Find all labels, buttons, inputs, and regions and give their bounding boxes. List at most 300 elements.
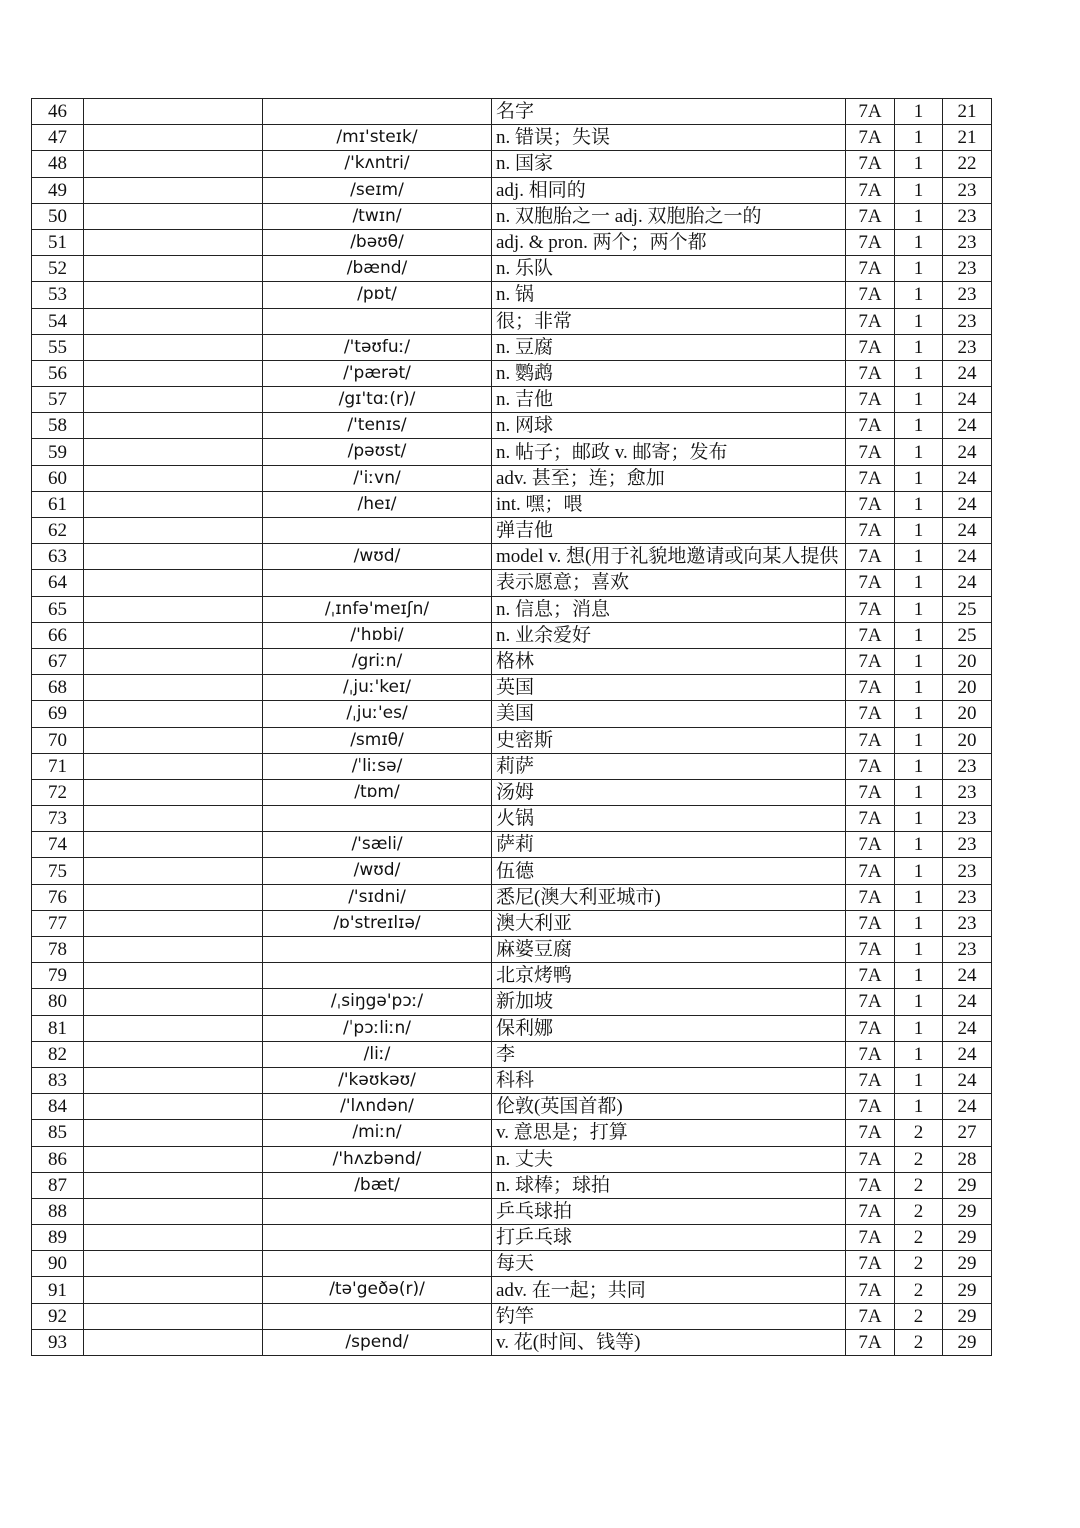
phonetic-cell: /'lʌndən/ [263,1094,492,1120]
table-row [32,1329,992,1355]
book-cell: 7A [846,701,895,727]
book-cell: 7A [846,1198,895,1224]
unit-cell: 2 [895,1277,943,1303]
meaning-cell: 很；非常 [492,308,846,334]
meaning-cell: n. 鹦鹉 [492,360,846,386]
unit-cell: 1 [895,518,943,544]
table-row [32,282,992,308]
book-cell: 7A [846,1015,895,1041]
page-cell: 24 [943,1094,992,1120]
row-number: 65 [32,596,84,622]
book-cell: 7A [846,753,895,779]
table-row [32,491,992,517]
word-cell [84,308,263,334]
unit-cell: 1 [895,832,943,858]
phonetic-cell: /'tenɪs/ [263,413,492,439]
meaning-cell: 打乒乓球 [492,1225,846,1251]
row-number: 46 [32,99,84,125]
book-cell: 7A [846,1120,895,1146]
meaning-cell: 麻婆豆腐 [492,937,846,963]
book-cell: 7A [846,1094,895,1120]
meaning-cell: 名字 [492,99,846,125]
book-cell: 7A [846,256,895,282]
phonetic-cell: /wʊd/ [263,858,492,884]
unit-cell: 2 [895,1146,943,1172]
table-row [32,125,992,151]
page-cell: 23 [943,858,992,884]
word-cell [84,937,263,963]
unit-cell: 1 [895,806,943,832]
row-number: 93 [32,1329,84,1355]
row-number: 88 [32,1198,84,1224]
page-cell: 24 [943,1067,992,1093]
word-cell [84,177,263,203]
table-row [32,334,992,360]
phonetic-cell: /tə'geðə(r)/ [263,1277,492,1303]
phonetic-cell: /pɒt/ [263,282,492,308]
phonetic-cell: /bəʊθ/ [263,229,492,255]
row-number: 76 [32,884,84,910]
word-cell [84,1067,263,1093]
book-cell: 7A [846,806,895,832]
meaning-cell: n. 错误；失误 [492,125,846,151]
row-number: 71 [32,753,84,779]
word-cell [84,1094,263,1120]
table-row [32,151,992,177]
page-cell: 24 [943,989,992,1015]
word-cell [84,727,263,753]
table-row [32,308,992,334]
unit-cell: 1 [895,387,943,413]
book-cell: 7A [846,282,895,308]
page-cell: 23 [943,910,992,936]
unit-cell: 1 [895,1015,943,1041]
book-cell: 7A [846,884,895,910]
word-cell [84,99,263,125]
book-cell: 7A [846,465,895,491]
unit-cell: 1 [895,648,943,674]
meaning-cell: 莉萨 [492,753,846,779]
phonetic-cell [263,518,492,544]
meaning-cell: adv. 在一起；共同 [492,1277,846,1303]
phonetic-cell [263,806,492,832]
book-cell: 7A [846,727,895,753]
phonetic-cell: /'sæli/ [263,832,492,858]
phonetic-cell: /ˌsiŋgə'pɔː/ [263,989,492,1015]
unit-cell: 1 [895,622,943,648]
word-cell [84,753,263,779]
unit-cell: 2 [895,1225,943,1251]
page-cell: 28 [943,1146,992,1172]
word-cell [84,1251,263,1277]
phonetic-cell [263,1251,492,1277]
table-row [32,1251,992,1277]
unit-cell: 2 [895,1172,943,1198]
book-cell: 7A [846,1303,895,1329]
word-cell [84,1225,263,1251]
meaning-cell: 表示愿意；喜欢 [492,570,846,596]
unit-cell: 2 [895,1303,943,1329]
page-cell: 23 [943,282,992,308]
unit-cell: 1 [895,596,943,622]
meaning-cell: n. 信息；消息 [492,596,846,622]
unit-cell: 1 [895,963,943,989]
phonetic-cell: /'sɪdni/ [263,884,492,910]
word-cell [84,779,263,805]
book-cell: 7A [846,858,895,884]
page-cell: 29 [943,1251,992,1277]
row-number: 48 [32,151,84,177]
unit-cell: 1 [895,282,943,308]
meaning-cell: 科科 [492,1067,846,1093]
meaning-cell: model v. 想(用于礼貌地邀请或向某人提供 [492,544,846,570]
table-row [32,256,992,282]
book-cell: 7A [846,99,895,125]
word-cell [84,570,263,596]
phonetic-cell: /wʊd/ [263,544,492,570]
meaning-cell: n. 帖子；邮政 v. 邮寄；发布 [492,439,846,465]
word-cell [84,151,263,177]
page-cell: 23 [943,256,992,282]
page-cell: 22 [943,151,992,177]
table-row [32,1172,992,1198]
row-number: 49 [32,177,84,203]
table-row [32,622,992,648]
phonetic-cell: /spend/ [263,1329,492,1355]
meaning-cell: v. 花(时间、钱等) [492,1329,846,1355]
row-number: 63 [32,544,84,570]
unit-cell: 1 [895,439,943,465]
phonetic-cell: /ɒ'streɪlɪə/ [263,910,492,936]
meaning-cell: 李 [492,1041,846,1067]
row-number: 47 [32,125,84,151]
word-cell [84,675,263,701]
table-row [32,1225,992,1251]
word-cell [84,518,263,544]
table-row [32,884,992,910]
table-row [32,1303,992,1329]
book-cell: 7A [846,832,895,858]
word-cell [84,832,263,858]
unit-cell: 1 [895,989,943,1015]
word-cell [84,413,263,439]
book-cell: 7A [846,439,895,465]
page-cell: 24 [943,1015,992,1041]
book-cell: 7A [846,308,895,334]
word-cell [84,910,263,936]
page-cell: 29 [943,1198,992,1224]
page-cell: 29 [943,1277,992,1303]
table-row [32,753,992,779]
meaning-cell: adj. & pron. 两个；两个都 [492,229,846,255]
unit-cell: 1 [895,256,943,282]
word-cell [84,1120,263,1146]
word-cell [84,465,263,491]
word-cell [84,1198,263,1224]
row-number: 81 [32,1015,84,1041]
book-cell: 7A [846,125,895,151]
meaning-cell: n. 豆腐 [492,334,846,360]
row-number: 64 [32,570,84,596]
unit-cell: 1 [895,727,943,753]
table-row [32,701,992,727]
meaning-cell: 钓竿 [492,1303,846,1329]
unit-cell: 1 [895,334,943,360]
unit-cell: 1 [895,308,943,334]
meaning-cell: int. 嘿；喂 [492,491,846,517]
row-number: 80 [32,989,84,1015]
unit-cell: 1 [895,413,943,439]
unit-cell: 1 [895,1094,943,1120]
phonetic-cell: /twɪn/ [263,203,492,229]
meaning-cell: 澳大利亚 [492,910,846,936]
table-row [32,1067,992,1093]
phonetic-cell: /ˌjuː'es/ [263,701,492,727]
table-row [32,229,992,255]
page-cell: 20 [943,675,992,701]
table-row [32,648,992,674]
meaning-cell: 新加坡 [492,989,846,1015]
unit-cell: 2 [895,1198,943,1224]
word-cell [84,387,263,413]
row-number: 86 [32,1146,84,1172]
unit-cell: 1 [895,177,943,203]
meaning-cell: 悉尼(澳大利亚城市) [492,884,846,910]
word-cell [84,1172,263,1198]
table-row [32,779,992,805]
word-cell [84,1041,263,1067]
phonetic-cell: /bæt/ [263,1172,492,1198]
book-cell: 7A [846,360,895,386]
row-number: 62 [32,518,84,544]
page-cell: 24 [943,439,992,465]
book-cell: 7A [846,910,895,936]
word-cell [84,701,263,727]
book-cell: 7A [846,1251,895,1277]
book-cell: 7A [846,622,895,648]
unit-cell: 1 [895,1067,943,1093]
table-row [32,1041,992,1067]
word-cell [84,858,263,884]
book-cell: 7A [846,544,895,570]
phonetic-cell: /'pærət/ [263,360,492,386]
phonetic-cell: /'təʊfuː/ [263,334,492,360]
word-cell [84,282,263,308]
page-cell: 20 [943,648,992,674]
book-cell: 7A [846,177,895,203]
book-cell: 7A [846,1172,895,1198]
word-cell [84,622,263,648]
page-cell: 29 [943,1225,992,1251]
page-cell: 23 [943,308,992,334]
table-row [32,989,992,1015]
page-cell: 20 [943,727,992,753]
book-cell: 7A [846,203,895,229]
page-cell: 29 [943,1329,992,1355]
phonetic-cell [263,1303,492,1329]
table-row [32,963,992,989]
phonetic-cell [263,308,492,334]
row-number: 72 [32,779,84,805]
word-cell [84,1146,263,1172]
book-cell: 7A [846,675,895,701]
page-cell: 23 [943,334,992,360]
table-row [32,544,992,570]
book-cell: 7A [846,491,895,517]
table-row [32,387,992,413]
table-row [32,177,992,203]
table-row [32,727,992,753]
phonetic-cell: /seɪm/ [263,177,492,203]
row-number: 70 [32,727,84,753]
meaning-cell: 伦敦(英国首都) [492,1094,846,1120]
table-row [32,858,992,884]
row-number: 87 [32,1172,84,1198]
word-cell [84,648,263,674]
row-number: 75 [32,858,84,884]
table-row [32,439,992,465]
meaning-cell: v. 意思是；打算 [492,1120,846,1146]
unit-cell: 1 [895,491,943,517]
table-row [32,910,992,936]
phonetic-cell: /ˈpɔːliːn/ [263,1015,492,1041]
book-cell: 7A [846,518,895,544]
phonetic-cell: /liː/ [263,1041,492,1067]
word-cell [84,544,263,570]
unit-cell: 1 [895,151,943,177]
phonetic-cell [263,1198,492,1224]
unit-cell: 1 [895,937,943,963]
unit-cell: 1 [895,570,943,596]
meaning-cell: 乒乓球拍 [492,1198,846,1224]
unit-cell: 1 [895,858,943,884]
unit-cell: 1 [895,701,943,727]
page-cell: 25 [943,596,992,622]
unit-cell: 1 [895,203,943,229]
page-cell: 24 [943,491,992,517]
meaning-cell: 北京烤鸭 [492,963,846,989]
phonetic-cell: /griːn/ [263,648,492,674]
meaning-cell: 史密斯 [492,727,846,753]
page-cell: 23 [943,203,992,229]
page-cell: 25 [943,622,992,648]
phonetic-cell [263,570,492,596]
meaning-cell: n. 业余爱好 [492,622,846,648]
word-cell [84,1303,263,1329]
word-cell [84,203,263,229]
meaning-cell: n. 球棒；球拍 [492,1172,846,1198]
meaning-cell: adj. 相同的 [492,177,846,203]
page-cell: 24 [943,387,992,413]
book-cell: 7A [846,596,895,622]
row-number: 68 [32,675,84,701]
word-cell [84,1015,263,1041]
phonetic-cell [263,937,492,963]
phonetic-cell: /bænd/ [263,256,492,282]
row-number: 58 [32,413,84,439]
page-cell: 21 [943,99,992,125]
unit-cell: 2 [895,1251,943,1277]
page-cell: 27 [943,1120,992,1146]
row-number: 90 [32,1251,84,1277]
word-cell [84,125,263,151]
word-cell [84,1277,263,1303]
word-cell [84,334,263,360]
word-cell [84,256,263,282]
word-cell [84,989,263,1015]
table-row [32,1277,992,1303]
phonetic-cell: /tɒm/ [263,779,492,805]
book-cell: 7A [846,1225,895,1251]
unit-cell: 1 [895,779,943,805]
meaning-cell: 格林 [492,648,846,674]
page-cell: 24 [943,413,992,439]
table-row [32,937,992,963]
page-cell: 29 [943,1172,992,1198]
phonetic-cell [263,99,492,125]
row-number: 59 [32,439,84,465]
book-cell: 7A [846,1277,895,1303]
table-row [32,1146,992,1172]
table-row [32,832,992,858]
page-cell: 23 [943,937,992,963]
row-number: 57 [32,387,84,413]
page-cell: 23 [943,753,992,779]
row-number: 82 [32,1041,84,1067]
row-number: 51 [32,229,84,255]
phonetic-cell: /mɪ'steɪk/ [263,125,492,151]
unit-cell: 1 [895,753,943,779]
table-row [32,596,992,622]
word-cell [84,806,263,832]
table-row [32,1120,992,1146]
table-row [32,1198,992,1224]
phonetic-cell [263,963,492,989]
unit-cell: 2 [895,1120,943,1146]
page-cell: 29 [943,1303,992,1329]
row-number: 56 [32,360,84,386]
book-cell: 7A [846,1067,895,1093]
table-row [32,518,992,544]
unit-cell: 1 [895,884,943,910]
table-row [32,570,992,596]
table-row [32,203,992,229]
meaning-cell: 火锅 [492,806,846,832]
meaning-cell: n. 锅 [492,282,846,308]
meaning-cell: adv. 甚至；连；愈加 [492,465,846,491]
row-number: 91 [32,1277,84,1303]
meaning-cell: 美国 [492,701,846,727]
meaning-cell: n. 双胞胎之一 adj. 双胞胎之一的 [492,203,846,229]
word-cell [84,491,263,517]
row-number: 61 [32,491,84,517]
book-cell: 7A [846,387,895,413]
row-number: 85 [32,1120,84,1146]
book-cell: 7A [846,1329,895,1355]
book-cell: 7A [846,229,895,255]
row-number: 77 [32,910,84,936]
row-number: 67 [32,648,84,674]
meaning-cell: 汤姆 [492,779,846,805]
row-number: 89 [32,1225,84,1251]
word-cell [84,963,263,989]
page-cell: 24 [943,963,992,989]
book-cell: 7A [846,1146,895,1172]
table-row [32,806,992,832]
row-number: 84 [32,1094,84,1120]
meaning-cell: 弹吉他 [492,518,846,544]
meaning-cell: 保利娜 [492,1015,846,1041]
